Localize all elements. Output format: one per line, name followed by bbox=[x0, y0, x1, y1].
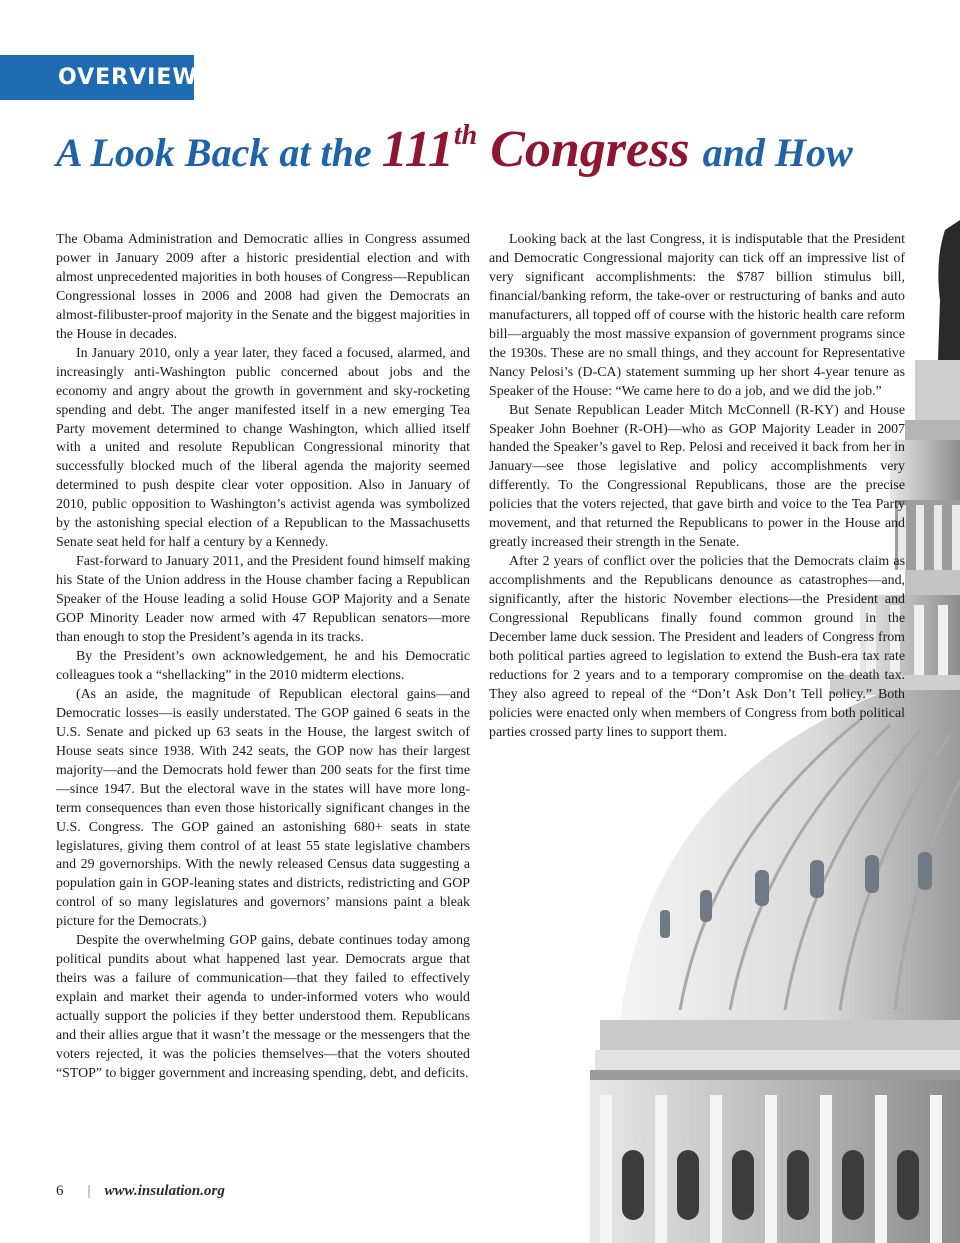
headline-part1: A Look Back at the bbox=[56, 130, 382, 175]
footer-separator: | bbox=[87, 1183, 91, 1199]
section-tag: OVERVIEW: bbox=[0, 55, 194, 100]
headline-ordinal-number: 111 bbox=[381, 121, 454, 178]
paragraph: (As an aside, the magnitude of Republican electoral gains—and Democratic losses—is easily understated. The GOP gained 6 seats in the U.S. Senate and picked up 63 seats in the House, the largest switch of House seats since 1938. With 242 seats, the GOP now has their largest majority—and the Democrats hold fewer than 200 seats for the first time—since 1947. But the electoral wave in the states will have more long-term consequences than even those historically significant changes in the U.S. Congress. The GOP gained an astonishing 680+ seats in state legislatures, giving them control of at least 55 state legislative chambers and 29 governorships. With the newly released Census data suggesting a population gain in GOP-leaning states and districts, redistricting and GOP control of so many legislatures and governors’ mansions paint a bleak picture for the Democrats.) bbox=[56, 686, 470, 930]
paragraph: Looking back at the last Congress, it is indisputable that the President and Democratic Congressional majority can tick off an impressive list of very significant accomplishments: the $787 billion stimulus bill, financial/banking reform, the take-over or restructuring of banks and auto manufacturers, all topped off of course with the historic health care reform bill—arguably the most massive expansion of government programs since the 1930s. These are no small things, and they account for Representative Nancy Pelosi’s (D-CA) statement summing up her short 4-year tenure as Speaker of the House: “We came here to do a job, and we did the job.” bbox=[489, 232, 905, 399]
paragraph: But Senate Republican Leader Mitch McConnell (R-KY) and House Speaker John Boehner (R-OH)—who as GOP Majority Leader in 2007 handed the Speaker’s gavel to Rep. Pelosi and received it back from her in January—see those legislative and policy accomplishments very differently. To the Congressional Republicans, those are the precise policies that the voters rejected, that gave birth and voice to the Tea Party movement, and that returned the Republicans to power in the House and greatly increased their strength in the Senate. bbox=[489, 402, 905, 551]
headline-part2: Congress bbox=[477, 121, 703, 178]
paragraph: The Obama Administration and Democratic allies in Congress assumed power in January 2009 after a historic presidential election and with almost unprecedented majorities in both houses of Congress—Republican Congressional losses in 2006 and 2008 had given the Democrats an almost-filibuster-proof majority in the Senate and the biggest majorities in the House in decades. bbox=[56, 232, 470, 342]
paragraph: In January 2010, only a year later, they faced a focused, alarmed, and increasingly anti-Washington public concerned about jobs and the economy and angry about the growth in government and sky-rocketing spending and debt. The anger manifested itself in a new emerging Tea Party movement determined to change Washington, which allied itself with a united and resolute Republican Congressional minority that successfully blocked much of the liberal agenda the majority seemed determined to push despite clear voter opposition. Also in January of 2010, public opposition to Washington’s activist agenda was symbolized by the astonishing special election of a Republican to the Massachusetts Senate seat held for half a century by a Kennedy. bbox=[56, 345, 470, 551]
paragraph: By the President’s own acknowledgement, he and his Democratic colleagues took a “shellacking” in the 2010 midterm elections. bbox=[56, 648, 470, 683]
headline-ordinal bbox=[382, 121, 478, 178]
headline-part3: and How bbox=[702, 130, 853, 175]
headline-ordinal-suffix: th bbox=[453, 120, 478, 151]
article-column-left bbox=[56, 231, 470, 1084]
headline bbox=[56, 120, 956, 179]
footer-url-link[interactable]: www.insulation.org bbox=[104, 1183, 225, 1199]
paragraph: Fast-forward to January 2011, and the President found himself making his State of the Union address in the House chamber facing a Republican Speaker of the House leading a solid House GOP Majority and a Senate GOP Minority Leader now armed with 47 Republican senators—more than enough to stop the President’s agenda in its tracks. bbox=[56, 554, 470, 646]
paragraph: Despite the overwhelming GOP gains, debate continues today among political pundits about what happened last year. Democrats argue that theirs was a failure of communication—that they failed to effectively explain and market their agenda to under-informed voters who would actually support the policies if they better understood them. Republicans and their allies argue that it wasn’t the message or the messengers that the voters rejected, it was the policies themselves—that the voters shouted “STOP” to bigger government and increasing spending, debt, and deficits. bbox=[56, 933, 470, 1081]
page-footer bbox=[56, 1183, 225, 1200]
paragraph: After 2 years of conflict over the policies that the Democrats claim as accomplishments and the Republicans denounce as catastrophes—and, significantly, after the historic November elections—the President and Congressional Republicans finally found common ground in the December lame duck session. The President and leaders of Congress from both political parties agreed to legislation to extend the Bush-era tax rate reductions for 2 years and to a temporary compromise on the death tax. They also agreed to repeal of the “Don’t Ask Don’t Tell policy.” Both policies were enacted only when members of Congress from both political parties crossed party lines to support them. bbox=[489, 554, 905, 740]
page-number: 6 bbox=[56, 1183, 64, 1199]
article-column-right bbox=[489, 231, 905, 743]
